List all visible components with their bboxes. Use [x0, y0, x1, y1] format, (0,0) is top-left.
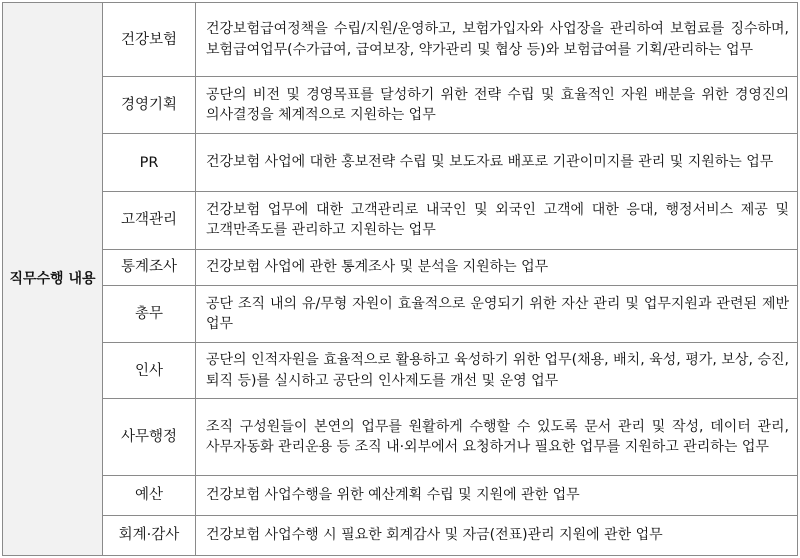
category-cell: 건강보험: [103, 3, 196, 77]
table-row: [3, 134, 798, 191]
table-row: [3, 475, 798, 515]
category-cell: 인사: [103, 343, 196, 399]
description-cell: 공단의 인적자원을 효율적으로 활용하고 육성하기 위한 업무(채용, 배치, 육성, 평가, 보상, 승진, 퇴직 등)를 실시하고 공단의 인사제도를 개선 및 운영 업무: [196, 343, 798, 399]
table-row: [3, 191, 798, 249]
description-cell: 공단 조직 내의 유/무형 자원이 효율적으로 운영되기 위한 자산 관리 및 업무지원과 관련된 제반 업무: [196, 286, 798, 343]
table-row: [3, 249, 798, 285]
category-cell: PR: [103, 134, 196, 191]
description-cell: 조직 구성원들이 본연의 업무를 원활하게 수행할 수 있도록 문서 관리 및 작성, 데이터 관리, 사무자동화 관리운용 등 조직 내·외부에서 요청하거나 필요한 업무를 지원하고 관리하는 업무: [196, 399, 798, 475]
description-cell: 건강보험급여정책을 수립/지원/운영하고, 보험가입자와 사업장을 관리하여 보험료를 징수하며, 보험급여업무(수가급여, 급여보장, 약가관리 및 협상 등)와 보험급여를 기획/관리하는 업무: [196, 3, 798, 77]
table-header-cell: 직무수행 내용: [3, 3, 103, 556]
description-cell: 공단의 비전 및 경영목표를 달성하기 위한 전략 수립 및 효율적인 자원 배분을 위한 경영진의 의사결정을 체계적으로 지원하는 업무: [196, 77, 798, 134]
table-row: [3, 3, 798, 77]
table-row: [3, 286, 798, 343]
table-row: [3, 77, 798, 134]
category-cell: 통계조사: [103, 249, 196, 285]
category-cell: 경영기획: [103, 77, 196, 134]
description-cell: 건강보험 사업수행 시 필요한 회계감사 및 자금(전표)관리 지원에 관한 업무: [196, 515, 798, 555]
table-row: [3, 343, 798, 399]
category-cell: 고객관리: [103, 191, 196, 249]
category-cell: 회계·감사: [103, 515, 196, 555]
description-cell: 건강보험 사업에 관한 통계조사 및 분석을 지원하는 업무: [196, 249, 798, 285]
description-cell: 건강보험 사업수행을 위한 예산계획 수립 및 지원에 관한 업무: [196, 475, 798, 515]
category-cell: 예산: [103, 475, 196, 515]
description-cell: 건강보험 업무에 대한 고객관리로 내국인 및 외국인 고객에 대한 응대, 행정서비스 제공 및 고객만족도를 관리하고 지원하는 업무: [196, 191, 798, 249]
table-row: [3, 515, 798, 555]
category-cell: 사무행정: [103, 399, 196, 475]
description-cell: 건강보험 사업에 대한 홍보전략 수립 및 보도자료 배포로 기관이미지를 관리 및 지원하는 업무: [196, 134, 798, 191]
job-duty-table: [2, 2, 798, 556]
category-cell: 총무: [103, 286, 196, 343]
table-row: [3, 399, 798, 475]
